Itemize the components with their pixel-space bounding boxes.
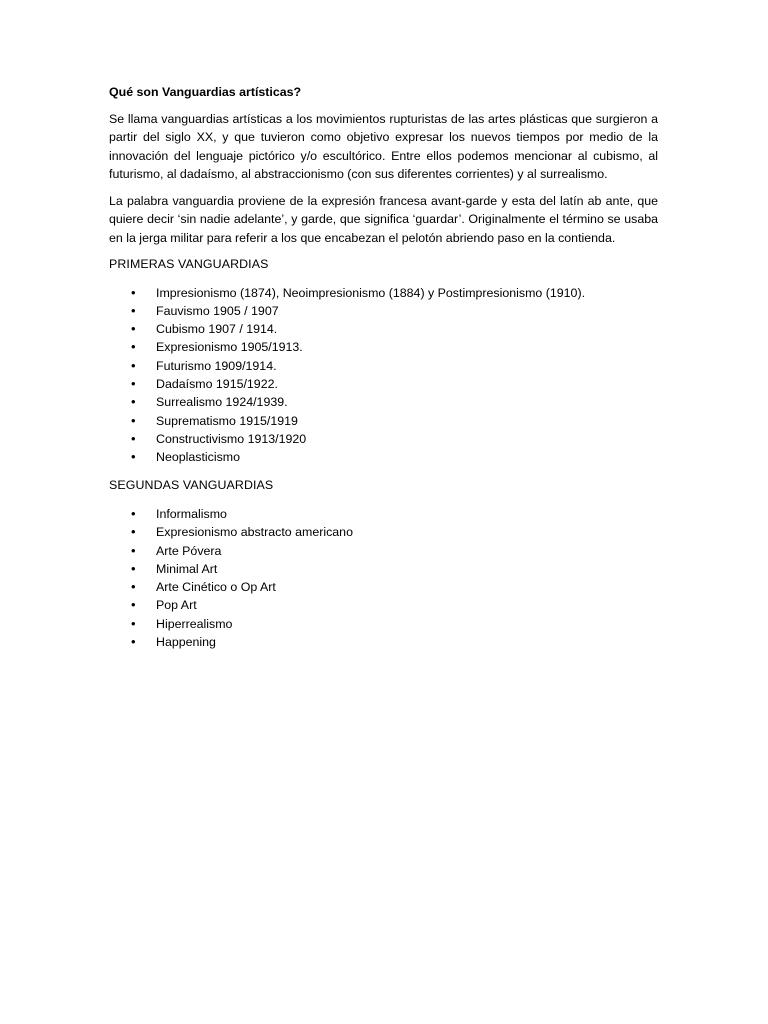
section-heading-segundas: SEGUNDAS VANGUARDIAS	[109, 478, 274, 493]
bullet-icon: •	[131, 339, 136, 355]
list-item: • Dadaísmo 1915/1922.	[109, 375, 658, 393]
list-item: • Minimal Art	[109, 560, 658, 578]
list-segundas-vanguardias	[109, 505, 658, 651]
list-item: • Surrealismo 1924/1939.	[109, 393, 658, 411]
bullet-icon: •	[131, 394, 136, 410]
paragraph-definition: Se llama vanguardias artísticas a los movimientos rupturistas de las artes plásticas que surgieron a partir del siglo XX, y que tuvieron como objetivo expresar los nuevos tiempos por medio de la innovación del lenguaje pictórico y/o escultórico. Entre ellos podemos mencionar al cubismo, al futurismo, al dadaísmo, al abstraccionismo (con sus diferentes corrientes) y al surrealismo.	[109, 111, 658, 181]
bullet-icon: •	[131, 597, 136, 613]
list-item: • Informalismo	[109, 505, 658, 523]
list-item: • Pop Art	[109, 596, 658, 614]
list-item: • Impresionismo (1874), Neoimpresionismo (1884) y Postimpresionismo (1910).	[109, 284, 658, 302]
bullet-icon: •	[131, 284, 136, 300]
bullet-icon: •	[131, 560, 136, 576]
list-item: • Arte Póvera	[109, 542, 658, 560]
paragraph-etymology: La palabra vanguardia proviene de la expresión francesa avant-garde y esta del latín ab ante, que quiere decir ‘sin nadie adelante’, y garde, que significa ‘guardar’. Originalmente el término se usaba en la jerga militar para referir a los que encabezan el pelotón abriendo paso en la contienda.	[109, 193, 658, 245]
bullet-icon: •	[131, 375, 136, 391]
list-item: • Futurismo 1909/1914.	[109, 357, 658, 375]
bullet-icon: •	[131, 505, 136, 521]
list-item: • Suprematismo 1915/1919	[109, 412, 658, 430]
section-heading-primeras: PRIMERAS VANGUARDIAS	[109, 257, 269, 271]
list-item: • Expresionismo abstracto americano	[109, 523, 658, 541]
list-item: • Expresionismo 1905/1913.	[109, 338, 658, 356]
document-body	[109, 83, 658, 661]
list-item: • Fauvismo 1905 / 1907	[109, 302, 658, 320]
bullet-icon: •	[131, 357, 136, 373]
list-item: • Hiperrealismo	[109, 615, 658, 633]
list-item: • Happening	[109, 633, 658, 651]
bullet-icon: •	[131, 430, 136, 446]
list-primeras-vanguardias	[109, 284, 658, 467]
document-title: Qué son Vanguardias artísticas?	[109, 85, 302, 99]
list-item: • Arte Cinético o Op Art	[109, 578, 658, 596]
bullet-icon: •	[131, 524, 136, 540]
bullet-icon: •	[131, 302, 136, 318]
list-item: • Neoplasticismo	[109, 448, 658, 466]
bullet-icon: •	[131, 412, 136, 428]
bullet-icon: •	[131, 579, 136, 595]
bullet-icon: •	[131, 615, 136, 631]
bullet-icon: •	[131, 449, 136, 465]
list-item: • Cubismo 1907 / 1914.	[109, 320, 658, 338]
bullet-icon: •	[131, 634, 136, 650]
bullet-icon: •	[131, 321, 136, 337]
bullet-icon: •	[131, 542, 136, 558]
list-item: • Constructivismo 1913/1920	[109, 430, 658, 448]
